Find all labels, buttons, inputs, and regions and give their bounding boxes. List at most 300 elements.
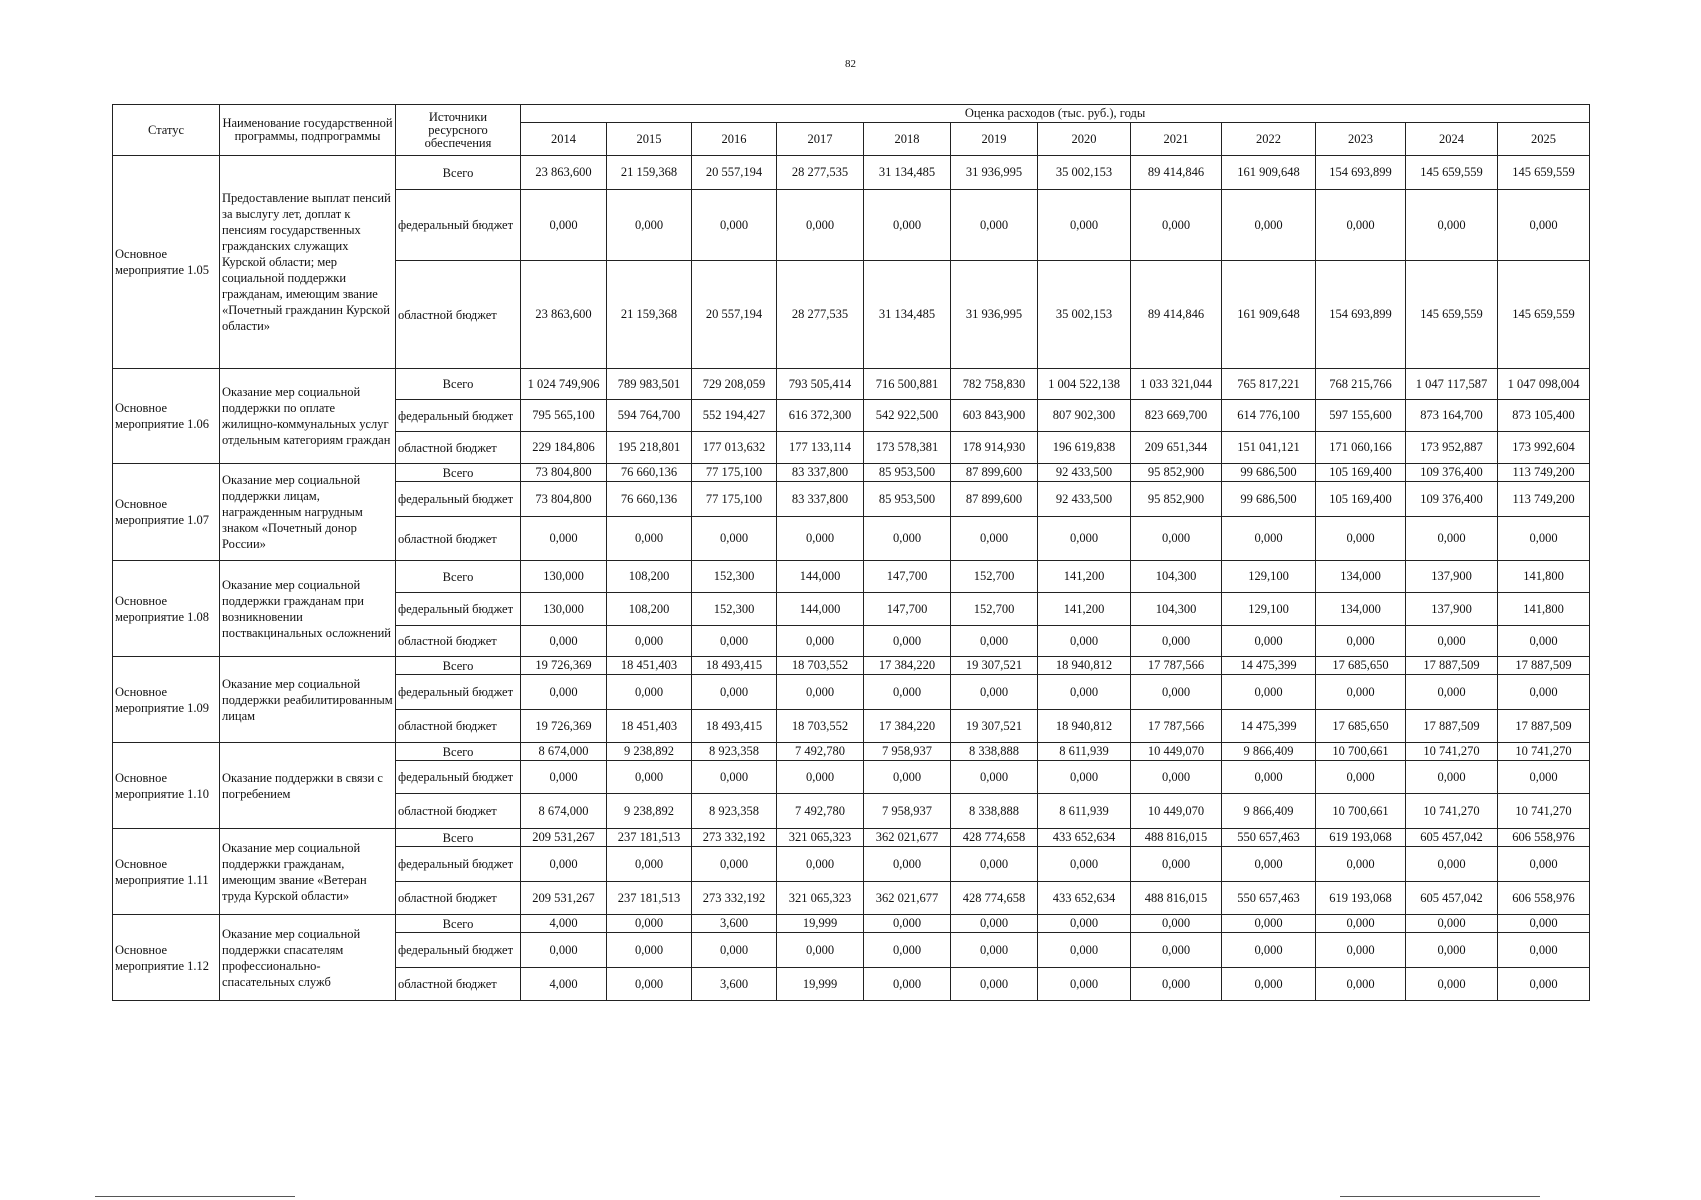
amount-cell: 99 686,500 bbox=[1222, 464, 1316, 482]
amount-cell: 0,000 bbox=[777, 626, 864, 657]
amount-cell: 0,000 bbox=[1498, 626, 1590, 657]
amount-cell: 0,000 bbox=[1222, 517, 1316, 561]
amount-cell: 603 843,900 bbox=[951, 400, 1038, 432]
amount-cell: 161 909,648 bbox=[1222, 261, 1316, 369]
amount-cell: 3,600 bbox=[692, 968, 777, 1001]
amount-cell: 552 194,427 bbox=[692, 400, 777, 432]
amount-cell: 0,000 bbox=[1131, 933, 1222, 968]
amount-cell: 9 866,409 bbox=[1222, 743, 1316, 761]
amount-cell: 619 193,068 bbox=[1316, 829, 1406, 847]
amount-cell: 8 611,939 bbox=[1038, 743, 1131, 761]
amount-cell: 95 852,900 bbox=[1131, 464, 1222, 482]
amount-cell: 8 674,000 bbox=[521, 794, 607, 829]
amount-cell: 0,000 bbox=[951, 933, 1038, 968]
amount-cell: 196 619,838 bbox=[1038, 432, 1131, 464]
amount-cell: 209 531,267 bbox=[521, 882, 607, 915]
table-row bbox=[113, 743, 1590, 761]
amount-cell: 0,000 bbox=[607, 847, 692, 882]
amount-cell: 1 047 117,587 bbox=[1406, 369, 1498, 400]
amount-cell: 17 685,650 bbox=[1316, 710, 1406, 743]
amount-cell: 0,000 bbox=[951, 915, 1038, 933]
measure-status: Основное мероприятие 1.07 bbox=[113, 464, 220, 561]
amount-cell: 793 505,414 bbox=[777, 369, 864, 400]
amount-cell: 0,000 bbox=[1406, 915, 1498, 933]
amount-cell: 0,000 bbox=[777, 933, 864, 968]
amount-cell: 10 449,070 bbox=[1131, 743, 1222, 761]
amount-cell: 0,000 bbox=[521, 675, 607, 710]
table-row bbox=[113, 369, 1590, 400]
amount-cell: 0,000 bbox=[1316, 847, 1406, 882]
source-federal: федеральный бюджет bbox=[396, 847, 521, 882]
amount-cell: 0,000 bbox=[1316, 933, 1406, 968]
amount-cell: 0,000 bbox=[1406, 626, 1498, 657]
amount-cell: 0,000 bbox=[607, 761, 692, 794]
measure-status: Основное мероприятие 1.05 bbox=[113, 156, 220, 369]
amount-cell: 0,000 bbox=[692, 761, 777, 794]
amount-cell: 0,000 bbox=[1222, 968, 1316, 1001]
amount-cell: 362 021,677 bbox=[864, 882, 951, 915]
source-regional: областной бюджет bbox=[396, 968, 521, 1001]
amount-cell: 0,000 bbox=[1406, 761, 1498, 794]
amount-cell: 73 804,800 bbox=[521, 482, 607, 517]
amount-cell: 0,000 bbox=[1316, 626, 1406, 657]
amount-cell: 8 338,888 bbox=[951, 794, 1038, 829]
source-federal: федеральный бюджет bbox=[396, 190, 521, 261]
source-federal: федеральный бюджет bbox=[396, 675, 521, 710]
amount-cell: 147,700 bbox=[864, 593, 951, 626]
amount-cell: 0,000 bbox=[864, 761, 951, 794]
amount-cell: 0,000 bbox=[1222, 190, 1316, 261]
amount-cell: 0,000 bbox=[1316, 761, 1406, 794]
amount-cell: 28 277,535 bbox=[777, 261, 864, 369]
amount-cell: 209 651,344 bbox=[1131, 432, 1222, 464]
amount-cell: 19 726,369 bbox=[521, 657, 607, 675]
header-year: 2015 bbox=[607, 123, 692, 156]
amount-cell: 173 992,604 bbox=[1498, 432, 1590, 464]
amount-cell: 873 164,700 bbox=[1406, 400, 1498, 432]
amount-cell: 152,700 bbox=[951, 593, 1038, 626]
header-program-name: Наименование государственной программы, подпрограммы bbox=[220, 105, 396, 156]
amount-cell: 17 887,509 bbox=[1406, 710, 1498, 743]
amount-cell: 19 307,521 bbox=[951, 657, 1038, 675]
amount-cell: 0,000 bbox=[1131, 675, 1222, 710]
amount-cell: 488 816,015 bbox=[1131, 829, 1222, 847]
header-source: Источники ресурсного обеспечения bbox=[396, 105, 521, 156]
amount-cell: 31 134,485 bbox=[864, 156, 951, 190]
amount-cell: 765 817,221 bbox=[1222, 369, 1316, 400]
source-total: Всего bbox=[396, 156, 521, 190]
amount-cell: 17 384,220 bbox=[864, 710, 951, 743]
header-estimate: Оценка расходов (тыс. руб.), годы bbox=[521, 105, 1590, 123]
amount-cell: 0,000 bbox=[1316, 517, 1406, 561]
amount-cell: 0,000 bbox=[951, 517, 1038, 561]
amount-cell: 321 065,323 bbox=[777, 829, 864, 847]
header-year: 2017 bbox=[777, 123, 864, 156]
amount-cell: 17 887,509 bbox=[1498, 657, 1590, 675]
amount-cell: 161 909,648 bbox=[1222, 156, 1316, 190]
measure-status: Основное мероприятие 1.08 bbox=[113, 561, 220, 657]
amount-cell: 0,000 bbox=[1131, 517, 1222, 561]
amount-cell: 10 741,270 bbox=[1498, 743, 1590, 761]
amount-cell: 145 659,559 bbox=[1498, 261, 1590, 369]
amount-cell: 108,200 bbox=[607, 593, 692, 626]
amount-cell: 129,100 bbox=[1222, 561, 1316, 593]
amount-cell: 0,000 bbox=[1498, 761, 1590, 794]
amount-cell: 807 902,300 bbox=[1038, 400, 1131, 432]
amount-cell: 0,000 bbox=[607, 190, 692, 261]
measure-name: Оказание мер социальной поддержки реабилитированным лицам bbox=[220, 657, 396, 743]
amount-cell: 0,000 bbox=[1131, 968, 1222, 1001]
amount-cell: 10 700,661 bbox=[1316, 794, 1406, 829]
amount-cell: 134,000 bbox=[1316, 561, 1406, 593]
amount-cell: 0,000 bbox=[1222, 915, 1316, 933]
source-total: Всего bbox=[396, 657, 521, 675]
amount-cell: 87 899,600 bbox=[951, 464, 1038, 482]
amount-cell: 0,000 bbox=[1498, 915, 1590, 933]
source-total: Всего bbox=[396, 464, 521, 482]
amount-cell: 237 181,513 bbox=[607, 829, 692, 847]
amount-cell: 0,000 bbox=[864, 517, 951, 561]
amount-cell: 594 764,700 bbox=[607, 400, 692, 432]
amount-cell: 0,000 bbox=[1498, 517, 1590, 561]
amount-cell: 178 914,930 bbox=[951, 432, 1038, 464]
amount-cell: 109 376,400 bbox=[1406, 482, 1498, 517]
amount-cell: 89 414,846 bbox=[1131, 261, 1222, 369]
amount-cell: 77 175,100 bbox=[692, 464, 777, 482]
amount-cell: 321 065,323 bbox=[777, 882, 864, 915]
measure-name: Оказание мер социальной поддержки лицам, награжденным нагрудным знаком «Почетный донор России» bbox=[220, 464, 396, 561]
amount-cell: 0,000 bbox=[1038, 675, 1131, 710]
header-year: 2022 bbox=[1222, 123, 1316, 156]
amount-cell: 0,000 bbox=[951, 847, 1038, 882]
source-federal: федеральный бюджет bbox=[396, 482, 521, 517]
amount-cell: 92 433,500 bbox=[1038, 482, 1131, 517]
amount-cell: 605 457,042 bbox=[1406, 829, 1498, 847]
source-total: Всего bbox=[396, 743, 521, 761]
source-federal: федеральный бюджет bbox=[396, 761, 521, 794]
amount-cell: 171 060,166 bbox=[1316, 432, 1406, 464]
amount-cell: 141,200 bbox=[1038, 561, 1131, 593]
amount-cell: 0,000 bbox=[1406, 847, 1498, 882]
source-regional: областной бюджет bbox=[396, 517, 521, 561]
amount-cell: 19 726,369 bbox=[521, 710, 607, 743]
amount-cell: 0,000 bbox=[1222, 761, 1316, 794]
table-row bbox=[113, 829, 1590, 847]
header-year: 2014 bbox=[521, 123, 607, 156]
amount-cell: 550 657,463 bbox=[1222, 829, 1316, 847]
amount-cell: 7 492,780 bbox=[777, 743, 864, 761]
amount-cell: 137,900 bbox=[1406, 561, 1498, 593]
amount-cell: 0,000 bbox=[607, 675, 692, 710]
amount-cell: 789 983,501 bbox=[607, 369, 692, 400]
amount-cell: 0,000 bbox=[777, 675, 864, 710]
amount-cell: 89 414,846 bbox=[1131, 156, 1222, 190]
amount-cell: 18 703,552 bbox=[777, 657, 864, 675]
amount-cell: 616 372,300 bbox=[777, 400, 864, 432]
amount-cell: 0,000 bbox=[1222, 847, 1316, 882]
page-number: 82 bbox=[845, 58, 856, 70]
amount-cell: 0,000 bbox=[1316, 675, 1406, 710]
amount-cell: 768 215,766 bbox=[1316, 369, 1406, 400]
source-total: Всего bbox=[396, 369, 521, 400]
expenditure-table bbox=[112, 104, 1590, 1001]
header-year: 2021 bbox=[1131, 123, 1222, 156]
header-year: 2018 bbox=[864, 123, 951, 156]
amount-cell: 104,300 bbox=[1131, 593, 1222, 626]
table-row bbox=[113, 657, 1590, 675]
amount-cell: 606 558,976 bbox=[1498, 829, 1590, 847]
amount-cell: 8 923,358 bbox=[692, 743, 777, 761]
amount-cell: 85 953,500 bbox=[864, 464, 951, 482]
amount-cell: 0,000 bbox=[692, 675, 777, 710]
amount-cell: 0,000 bbox=[607, 915, 692, 933]
amount-cell: 17 787,566 bbox=[1131, 657, 1222, 675]
amount-cell: 0,000 bbox=[521, 517, 607, 561]
amount-cell: 14 475,399 bbox=[1222, 657, 1316, 675]
amount-cell: 154 693,899 bbox=[1316, 156, 1406, 190]
amount-cell: 87 899,600 bbox=[951, 482, 1038, 517]
amount-cell: 0,000 bbox=[864, 626, 951, 657]
source-regional: областной бюджет bbox=[396, 626, 521, 657]
table-row bbox=[113, 464, 1590, 482]
amount-cell: 0,000 bbox=[1038, 626, 1131, 657]
header-status: Статус bbox=[113, 105, 220, 156]
amount-cell: 85 953,500 bbox=[864, 482, 951, 517]
amount-cell: 0,000 bbox=[521, 933, 607, 968]
amount-cell: 0,000 bbox=[1038, 933, 1131, 968]
amount-cell: 21 159,368 bbox=[607, 261, 692, 369]
amount-cell: 0,000 bbox=[1131, 190, 1222, 261]
amount-cell: 606 558,976 bbox=[1498, 882, 1590, 915]
amount-cell: 17 887,509 bbox=[1406, 657, 1498, 675]
amount-cell: 20 557,194 bbox=[692, 261, 777, 369]
header-year: 2020 bbox=[1038, 123, 1131, 156]
source-federal: федеральный бюджет bbox=[396, 593, 521, 626]
amount-cell: 0,000 bbox=[951, 968, 1038, 1001]
amount-cell: 0,000 bbox=[864, 915, 951, 933]
amount-cell: 0,000 bbox=[951, 675, 1038, 710]
source-regional: областной бюджет bbox=[396, 261, 521, 369]
amount-cell: 795 565,100 bbox=[521, 400, 607, 432]
header-year: 2019 bbox=[951, 123, 1038, 156]
amount-cell: 0,000 bbox=[1038, 517, 1131, 561]
amount-cell: 105 169,400 bbox=[1316, 482, 1406, 517]
table-row bbox=[113, 156, 1590, 190]
amount-cell: 0,000 bbox=[692, 190, 777, 261]
amount-cell: 17 887,509 bbox=[1498, 710, 1590, 743]
amount-cell: 8 611,939 bbox=[1038, 794, 1131, 829]
amount-cell: 17 384,220 bbox=[864, 657, 951, 675]
amount-cell: 173 578,381 bbox=[864, 432, 951, 464]
amount-cell: 550 657,463 bbox=[1222, 882, 1316, 915]
amount-cell: 823 669,700 bbox=[1131, 400, 1222, 432]
amount-cell: 7 492,780 bbox=[777, 794, 864, 829]
amount-cell: 0,000 bbox=[1406, 675, 1498, 710]
amount-cell: 19,999 bbox=[777, 968, 864, 1001]
amount-cell: 9 238,892 bbox=[607, 743, 692, 761]
amount-cell: 8 923,358 bbox=[692, 794, 777, 829]
amount-cell: 18 940,812 bbox=[1038, 657, 1131, 675]
amount-cell: 109 376,400 bbox=[1406, 464, 1498, 482]
amount-cell: 873 105,400 bbox=[1498, 400, 1590, 432]
amount-cell: 23 863,600 bbox=[521, 261, 607, 369]
source-total: Всего bbox=[396, 915, 521, 933]
source-federal: федеральный бюджет bbox=[396, 933, 521, 968]
amount-cell: 76 660,136 bbox=[607, 482, 692, 517]
amount-cell: 0,000 bbox=[1406, 517, 1498, 561]
amount-cell: 83 337,800 bbox=[777, 464, 864, 482]
amount-cell: 141,800 bbox=[1498, 593, 1590, 626]
amount-cell: 0,000 bbox=[1498, 933, 1590, 968]
amount-cell: 28 277,535 bbox=[777, 156, 864, 190]
amount-cell: 9 238,892 bbox=[607, 794, 692, 829]
amount-cell: 152,300 bbox=[692, 593, 777, 626]
amount-cell: 716 500,881 bbox=[864, 369, 951, 400]
amount-cell: 17 685,650 bbox=[1316, 657, 1406, 675]
amount-cell: 542 922,500 bbox=[864, 400, 951, 432]
amount-cell: 0,000 bbox=[521, 761, 607, 794]
amount-cell: 141,800 bbox=[1498, 561, 1590, 593]
amount-cell: 77 175,100 bbox=[692, 482, 777, 517]
amount-cell: 18 451,403 bbox=[607, 657, 692, 675]
amount-cell: 177 133,114 bbox=[777, 432, 864, 464]
amount-cell: 19,999 bbox=[777, 915, 864, 933]
amount-cell: 0,000 bbox=[1406, 190, 1498, 261]
amount-cell: 18 493,415 bbox=[692, 657, 777, 675]
amount-cell: 0,000 bbox=[864, 190, 951, 261]
amount-cell: 428 774,658 bbox=[951, 829, 1038, 847]
amount-cell: 0,000 bbox=[521, 626, 607, 657]
amount-cell: 0,000 bbox=[1316, 190, 1406, 261]
amount-cell: 273 332,192 bbox=[692, 882, 777, 915]
amount-cell: 173 952,887 bbox=[1406, 432, 1498, 464]
amount-cell: 23 863,600 bbox=[521, 156, 607, 190]
measure-status: Основное мероприятие 1.10 bbox=[113, 743, 220, 829]
amount-cell: 17 787,566 bbox=[1131, 710, 1222, 743]
source-total: Всего bbox=[396, 561, 521, 593]
amount-cell: 1 033 321,044 bbox=[1131, 369, 1222, 400]
amount-cell: 0,000 bbox=[1498, 847, 1590, 882]
amount-cell: 4,000 bbox=[521, 968, 607, 1001]
measure-status: Основное мероприятие 1.06 bbox=[113, 369, 220, 464]
table-row bbox=[113, 561, 1590, 593]
amount-cell: 0,000 bbox=[777, 761, 864, 794]
measure-name: Оказание мер социальной поддержки гражданам при возникновении поствакцинальных осложнений bbox=[220, 561, 396, 657]
amount-cell: 0,000 bbox=[1406, 933, 1498, 968]
amount-cell: 0,000 bbox=[692, 933, 777, 968]
amount-cell: 177 013,632 bbox=[692, 432, 777, 464]
scan-edge-line bbox=[95, 1196, 295, 1197]
amount-cell: 31 936,995 bbox=[951, 156, 1038, 190]
measure-name: Оказание поддержки в связи с погребением bbox=[220, 743, 396, 829]
amount-cell: 147,700 bbox=[864, 561, 951, 593]
measure-name: Предоставление выплат пенсий за выслугу лет, доплат к пенсиям государственных гражданских служащих Курской области; мер социальной поддержки гражданам, имеющим звание «Почетный гражданин Курской области» bbox=[220, 156, 396, 369]
amount-cell: 134,000 bbox=[1316, 593, 1406, 626]
amount-cell: 0,000 bbox=[951, 190, 1038, 261]
measure-status: Основное мероприятие 1.09 bbox=[113, 657, 220, 743]
amount-cell: 31 134,485 bbox=[864, 261, 951, 369]
amount-cell: 108,200 bbox=[607, 561, 692, 593]
amount-cell: 229 184,806 bbox=[521, 432, 607, 464]
amount-cell: 0,000 bbox=[607, 933, 692, 968]
amount-cell: 0,000 bbox=[607, 517, 692, 561]
amount-cell: 0,000 bbox=[1038, 761, 1131, 794]
amount-cell: 0,000 bbox=[1316, 915, 1406, 933]
amount-cell: 0,000 bbox=[692, 626, 777, 657]
amount-cell: 31 936,995 bbox=[951, 261, 1038, 369]
amount-cell: 0,000 bbox=[1498, 190, 1590, 261]
amount-cell: 0,000 bbox=[777, 517, 864, 561]
measure-name: Оказание мер социальной поддержки по оплате жилищно-коммунальных услуг отдельным категориям граждан bbox=[220, 369, 396, 464]
amount-cell: 10 741,270 bbox=[1406, 743, 1498, 761]
amount-cell: 20 557,194 bbox=[692, 156, 777, 190]
source-regional: областной бюджет bbox=[396, 882, 521, 915]
amount-cell: 0,000 bbox=[692, 847, 777, 882]
amount-cell: 0,000 bbox=[1038, 915, 1131, 933]
header-year: 2023 bbox=[1316, 123, 1406, 156]
amount-cell: 152,700 bbox=[951, 561, 1038, 593]
amount-cell: 0,000 bbox=[521, 847, 607, 882]
source-regional: областной бюджет bbox=[396, 794, 521, 829]
amount-cell: 130,000 bbox=[521, 561, 607, 593]
amount-cell: 104,300 bbox=[1131, 561, 1222, 593]
amount-cell: 1 047 098,004 bbox=[1498, 369, 1590, 400]
scan-edge-line bbox=[1340, 1196, 1540, 1197]
amount-cell: 433 652,634 bbox=[1038, 882, 1131, 915]
amount-cell: 0,000 bbox=[692, 517, 777, 561]
amount-cell: 145 659,559 bbox=[1406, 156, 1498, 190]
amount-cell: 782 758,830 bbox=[951, 369, 1038, 400]
table-row bbox=[113, 915, 1590, 933]
amount-cell: 145 659,559 bbox=[1498, 156, 1590, 190]
header-year: 2025 bbox=[1498, 123, 1590, 156]
amount-cell: 10 700,661 bbox=[1316, 743, 1406, 761]
measure-name: Оказание мер социальной поддержки гражданам, имеющим звание «Ветеран труда Курской области» bbox=[220, 829, 396, 915]
amount-cell: 0,000 bbox=[607, 968, 692, 1001]
amount-cell: 0,000 bbox=[777, 190, 864, 261]
amount-cell: 35 002,153 bbox=[1038, 156, 1131, 190]
amount-cell: 10 449,070 bbox=[1131, 794, 1222, 829]
amount-cell: 597 155,600 bbox=[1316, 400, 1406, 432]
source-regional: областной бюджет bbox=[396, 710, 521, 743]
amount-cell: 19 307,521 bbox=[951, 710, 1038, 743]
amount-cell: 130,000 bbox=[521, 593, 607, 626]
amount-cell: 0,000 bbox=[1406, 968, 1498, 1001]
amount-cell: 0,000 bbox=[777, 847, 864, 882]
amount-cell: 10 741,270 bbox=[1498, 794, 1590, 829]
amount-cell: 144,000 bbox=[777, 593, 864, 626]
amount-cell: 141,200 bbox=[1038, 593, 1131, 626]
amount-cell: 144,000 bbox=[777, 561, 864, 593]
amount-cell: 488 816,015 bbox=[1131, 882, 1222, 915]
amount-cell: 428 774,658 bbox=[951, 882, 1038, 915]
amount-cell: 237 181,513 bbox=[607, 882, 692, 915]
amount-cell: 18 940,812 bbox=[1038, 710, 1131, 743]
amount-cell: 0,000 bbox=[1131, 847, 1222, 882]
amount-cell: 0,000 bbox=[1498, 675, 1590, 710]
measure-name: Оказание мер социальной поддержки спасателям профессионально-спасательных служб bbox=[220, 915, 396, 1001]
amount-cell: 0,000 bbox=[1498, 968, 1590, 1001]
amount-cell: 95 852,900 bbox=[1131, 482, 1222, 517]
amount-cell: 21 159,368 bbox=[607, 156, 692, 190]
amount-cell: 0,000 bbox=[951, 761, 1038, 794]
amount-cell: 433 652,634 bbox=[1038, 829, 1131, 847]
amount-cell: 154 693,899 bbox=[1316, 261, 1406, 369]
amount-cell: 76 660,136 bbox=[607, 464, 692, 482]
amount-cell: 137,900 bbox=[1406, 593, 1498, 626]
amount-cell: 4,000 bbox=[521, 915, 607, 933]
source-total: Всего bbox=[396, 829, 521, 847]
